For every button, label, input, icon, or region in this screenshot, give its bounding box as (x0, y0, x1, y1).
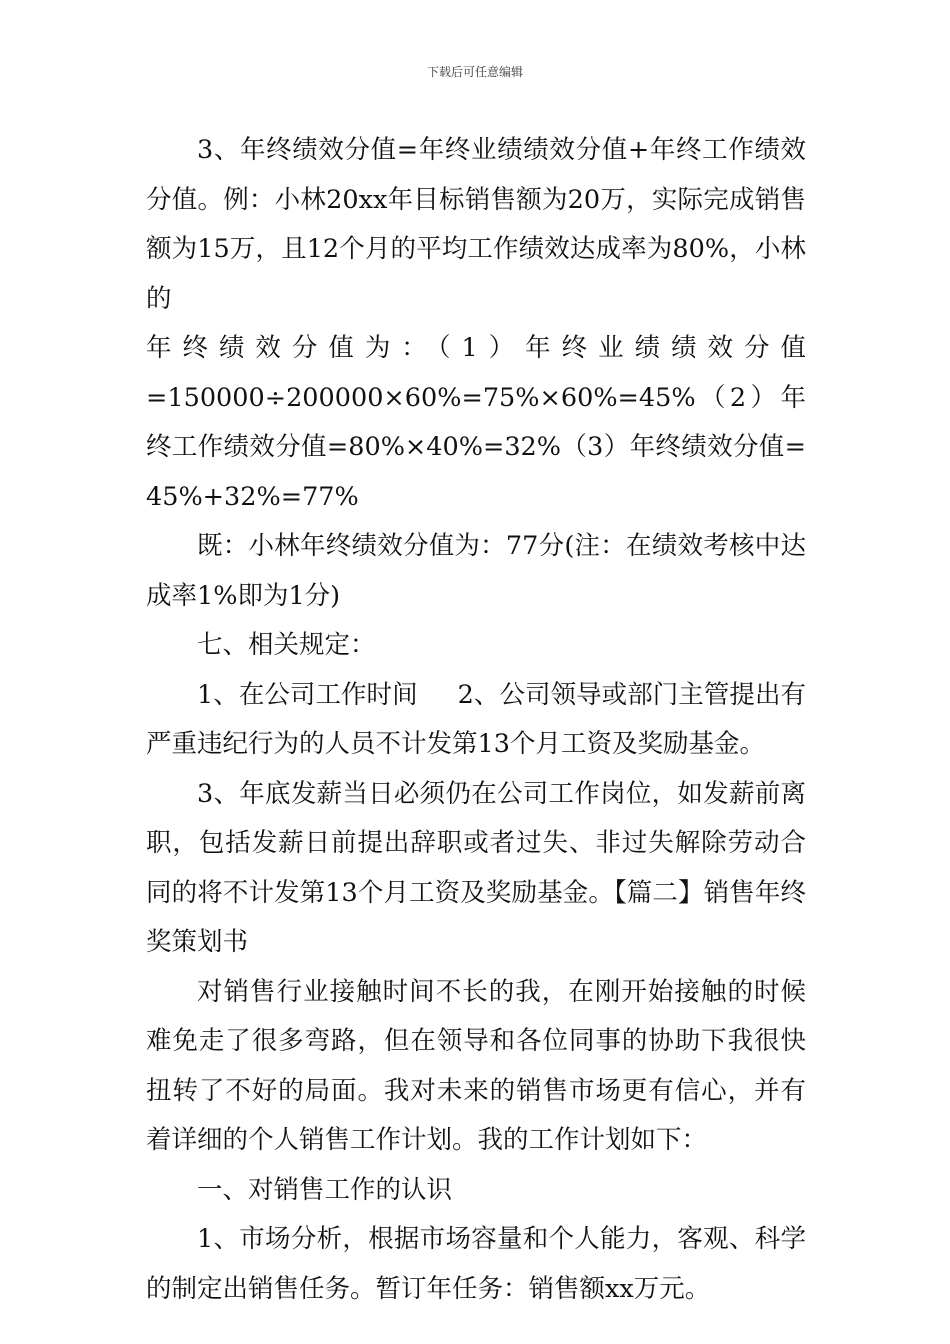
page-header-note: 下载后可任意编辑 (426, 65, 523, 79)
rule-2-text: 2、公司领导或部门主管提出有严重违纪行为的人员不计发第13个月工资及奖励基金。 (146, 679, 806, 759)
justified-line: 年终绩效分值为：（1）年终业绩绩效分值 (146, 333, 806, 363)
paragraph-final-score: 既：小林年终绩效分值为：77分(注：在绩效考核中达成率1%即为1分) (146, 531, 806, 611)
paragraph-rule-3: 3、年底发薪当日必须仍在公司工作岗位，如发薪前离职，包括发薪日前提出辞职或者过失、非过失解除劳动合同的将不计发第13个月工资及奖励基金。【篇二】销售年终奖策划书 (146, 778, 806, 957)
section-heading-related-rules: 七、相关规定： (197, 630, 376, 660)
paragraph-rules-1-2 (146, 671, 806, 770)
paragraph-market-analysis: 1、市场分析，根据市场容量和个人能力，客观、科学的制定出销售任务。暂订年任务：销售额xx万元。 (146, 1224, 806, 1304)
paragraph-text-formula: =150000÷200000×60%=75%×60%=45%（2）年终工作绩效分值=80%×40%=32%（3）年终绩效分值=45%+32%=77% (146, 382, 806, 512)
paragraph-intro: 对销售行业接触时间不长的我，在刚开始接触的时候难免走了很多弯路，但在领导和各位同事的协助下我很快扭转了不好的局面。我对未来的销售市场更有信心，并有着详细的个人销售工作计划。我的工作计划如下： (146, 976, 806, 1155)
section-heading-sales-understanding: 一、对销售工作的认识 (197, 1174, 453, 1205)
paragraph-text: 3、年终绩效分值=年终业绩绩效分值+年终工作绩效分值。例：小林20xx年目标销售额为20万，实际完成销售额为15万，且12个月的平均工作绩效达成率为80%，小林的 (146, 135, 806, 314)
document-body (146, 126, 806, 1314)
rule-1-text: 1、在公司工作时间 (197, 679, 418, 710)
paragraph-performance-example (146, 126, 806, 522)
